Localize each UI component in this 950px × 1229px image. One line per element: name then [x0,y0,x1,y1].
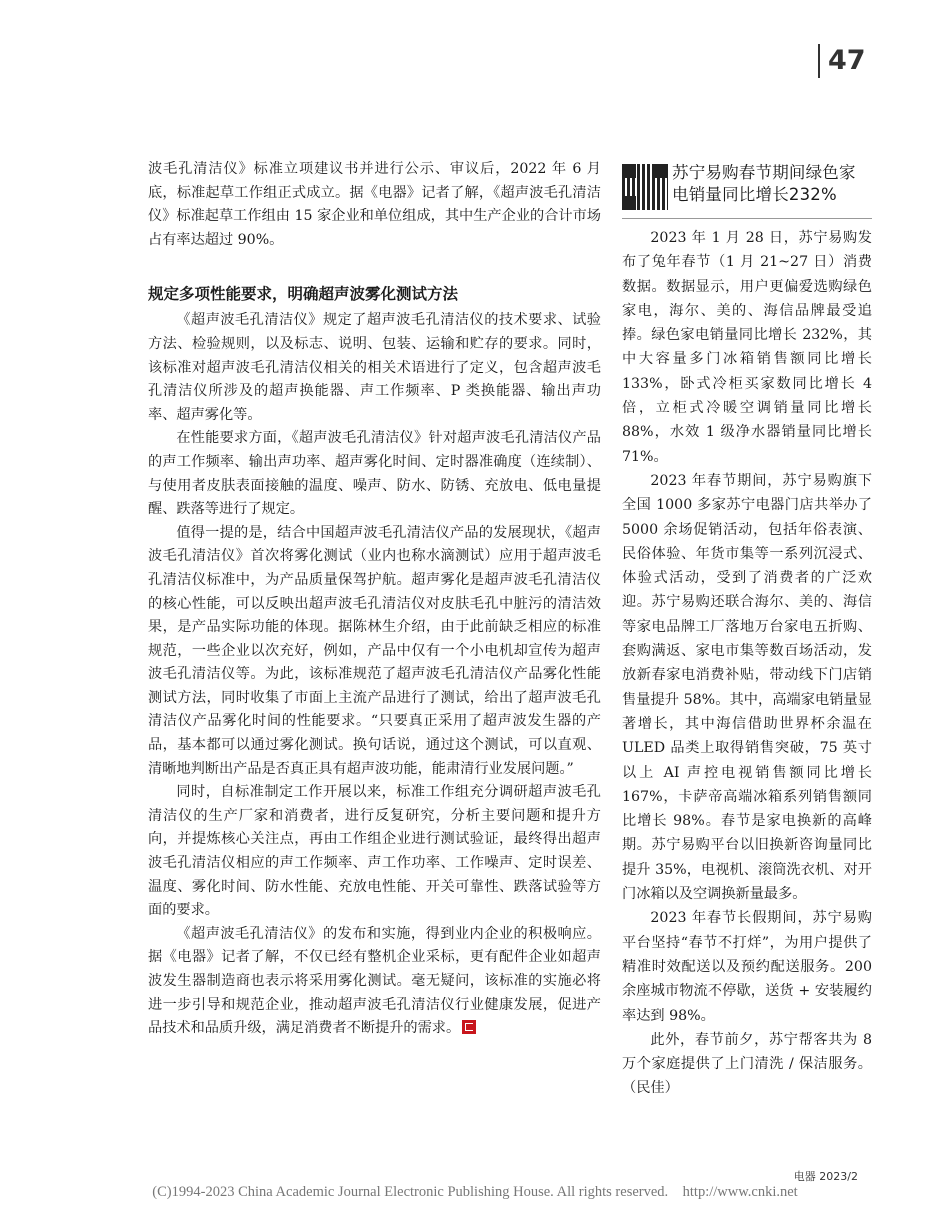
sidebar-paragraph-3: 2023 年春节长假期间，苏宁易购平台坚持“春节不打烊”，为用户提供了精准时效配送以及预约配送服务。200 余座城市物流不停歇，送货 + 安装履约率达到 98%。 [622,910,872,1024]
main-article [148,158,601,1041]
sidebar-paragraph-2: 2023 年春节期间，苏宁易购旗下全国 1000 多家苏宁电器门店共举办了 5000 余场促销活动，包括年俗表演、民俗体验、年货市集等一系列沉浸式、体验式活动，受到了消费者的广泛欢迎。苏宁易购还联合海尔、美的、海信等家电品牌工厂落地万台家电五折购、套购满返、家电市集等数百场活动，发放新春家电消费补贴，带动线下门店销售量提升 58%。其中，高端家电销量显著增长，其中海信借助世界杯余温在 ULED 品类上取得销售突破，75 英寸以上 AI 声控电视销售额同比增长 167%，卡萨帝高端冰箱系列销售额同比增长 98%。春节是家电换新的高峰期。苏宁易购平台以旧换新咨询量同比提升 35%，电视机、滚筒洗衣机、对开门冰箱以及空调换新量最多。 [622,472,872,903]
end-mark-icon [462,1020,476,1034]
body-paragraph-3: 值得一提的是，结合中国超声波毛孔清洁仪产品的发展现状，《超声波毛孔清洁仪》首次将雾化测试（业内也称水滴测试）应用于超声波毛孔清洁仪标准中，为产品质量保驾护航。超声雾化是超声波毛孔清洁仪的核心性能，可以反映出超声波毛孔清洁仪对皮肤毛孔中脏污的清洁效果，是产品实际功能的体现。据陈林生介绍，由于此前缺乏相应的标准规范，一些企业以次充好，例如，产品中仅有一个小电机却宣传为超声波毛孔清洁仪等。为此，该标准规范了超声波毛孔清洁仪产品雾化性能测试方法，同时收集了市面上主流产品进行了测试，给出了超声波毛孔清洁仪产品雾化时间的性能要求。“只要真正采用了超声波发生器的产品，基本都可以通过雾化测试。换句话说，通过这个测试，可以直观、清晰地判断出产品是否真正具有超声波功能，能肃清行业发展问题。” [148,524,601,777]
journal-issue: 电器 2023/2 [793,1170,858,1183]
body-paragraph-5-text: 《超声波毛孔清洁仪》的发布和实施，得到业内企业的积极响应。据《电器》记者了解，不仅已经有整机企业采标，更有配件企业如超声波发生器制造商也表示将采用雾化测试。毫无疑问，该标准的实施必将进一步引导和规范企业，推动超声波毛孔清洁仪行业健康发展，促进产品技术和品质升级，满足消费者不断提升的需求。 [148,925,601,1037]
sidebar-body [622,226,872,1101]
sidebar-paragraph-4: 此外，春节前夕，苏宁帮客共为 8 万个家庭提供了上门清洗 / 保洁服务。（民佳） [622,1031,872,1097]
body-paragraph-4: 同时，自标准制定工作开展以来，标准工作组充分调研超声波毛孔清洁仪的生产厂家和消费者，进行反复研究，分析主要问题和提升方向，并提炼核心关注点，再由工作组企业进行测试验证，最终得出超声波毛孔清洁仪相应的声工作频率、声工作功率、工作噪声、定时误差、温度、雾化时间、防水性能、充放电性能、开关可靠性、跌落试验等方面的要求。 [148,784,601,919]
copyright-notice: (C)1994-2023 China Academic Journal Electronic Publishing House. All rights reserved. http://www.cnki.net [152,1184,798,1200]
sidebar-header [622,162,872,219]
body-paragraph-1: 《超声波毛孔清洁仪》规定了超声波毛孔清洁仪的技术要求、试验方法、检验规则，以及标志、说明、包装、运输和贮存的要求。同时，该标准对超声波毛孔清洁仪相关的相关术语进行了定义，包含超声波毛孔清洁仪所涉及的超声换能器、声工作频率、P 类换能器、输出声功率、超声雾化等。 [148,312,601,423]
body-paragraph-2: 在性能要求方面，《超声波毛孔清洁仪》针对超声波毛孔清洁仪产品的声工作频率、输出声功率、超声雾化时间、定时器准确度（连续制）、与使用者皮肤表面接触的温度、噪声、防水、防锈、充放电、低电量提醒、跌落等进行了规定。 [148,430,601,518]
qr-code-icon [622,164,668,210]
page-number: 47 [818,44,866,78]
intro-paragraph: 波毛孔清洁仪》标准立项建议书并进行公示、审议后，2022 年 6 月底，标准起草工作组正式成立。据《电器》记者了解，《超声波毛孔清洁仪》标准起草工作组由 15 家企业和单位组成，其中生产企业的合计市场占有率达超过 90%。 [148,161,601,248]
body-paragraph-5 [148,923,601,1041]
sidebar-paragraph-1: 2023 年 1 月 28 日，苏宁易购发布了兔年春节（1 月 21~27 日）消费数据。数据显示，用户更偏爱选购绿色家电，海尔、美的、海信品牌最受追捧。绿色家电销量同比增长 232%，其中大容量多门冰箱销售额同比增长 133%，卧式冷柜买家数同比增长 4 倍，立柜式冷暖空调销量同比增长 88%，水效 1 级净水器销量同比增长 71%。 [622,230,872,465]
news-sidebar [622,162,872,1101]
section-title: 规定多项性能要求，明确超声波雾化测试方法 [148,285,459,304]
sidebar-title: 苏宁易购春节期间绿色家电销量同比增长232% [672,163,856,204]
